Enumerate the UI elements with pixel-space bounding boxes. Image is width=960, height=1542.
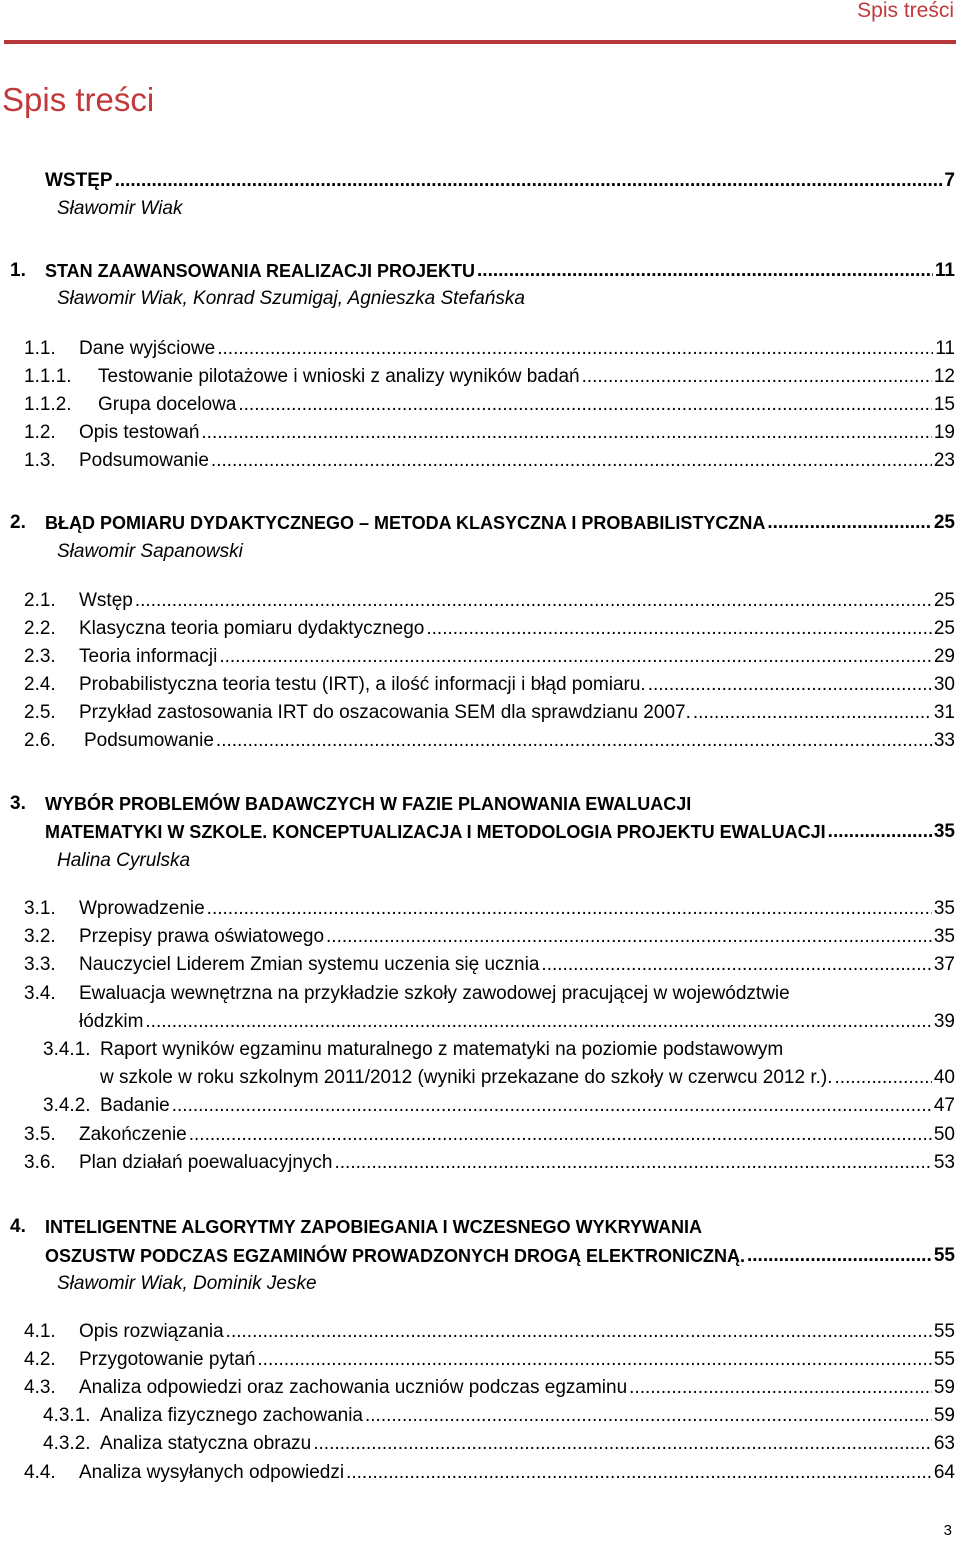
toc-entry-title: Podsumowanie — [84, 730, 214, 751]
toc-leader-dots — [582, 364, 932, 390]
toc-entry-number: 2.2. — [24, 618, 56, 639]
toc-entry-number: 3.3. — [24, 954, 56, 975]
toc-leader-dots — [313, 1431, 932, 1457]
toc-entry-number: 4.2. — [24, 1349, 56, 1370]
toc-entry-2-2[interactable] — [24, 616, 955, 642]
toc-entry-title: Opis testowań — [79, 422, 200, 443]
toc-leader-dots — [115, 168, 943, 194]
toc-entry-4-3[interactable] — [24, 1375, 955, 1401]
toc-leader-dots — [201, 420, 931, 446]
toc-entry-number: 3.5. — [24, 1124, 56, 1145]
toc-chapter-4[interactable] — [45, 1243, 955, 1269]
toc-entry-title: w szkole w roku szkolnym 2011/2012 (wyniki przekazane do szkoły w czerwcu 2012 r.). — [100, 1067, 833, 1088]
toc-entry-title: Przepisy prawa oświatowego — [79, 926, 325, 947]
toc-entry-title: Grupa docelowa — [98, 394, 237, 415]
toc-leader-dots — [257, 1347, 931, 1373]
toc-leader-dots — [135, 588, 932, 614]
toc-entry-page: 55 — [933, 1321, 955, 1342]
toc-leader-dots — [747, 1243, 932, 1269]
toc-entry-title: Wstęp — [79, 590, 133, 611]
toc-entry-title: Podsumowanie — [79, 450, 209, 471]
toc-entry-1-1[interactable] — [24, 336, 955, 362]
toc-entry-title: Opis rozwiązania — [79, 1321, 224, 1342]
toc-entry-page: 50 — [933, 1124, 955, 1145]
toc-entry-number: 2.4. — [24, 674, 56, 695]
toc-entry-3-3[interactable] — [24, 952, 955, 978]
toc-entry-page: 15 — [933, 394, 955, 415]
toc-entry-title: Analiza wysyłanych odpowiedzi — [79, 1462, 345, 1483]
toc-entry-title: Analiza statyczna obrazu — [100, 1433, 312, 1454]
toc-leader-dots — [226, 1319, 932, 1345]
toc-leader-dots — [238, 392, 931, 418]
toc-leader-dots — [216, 728, 932, 754]
toc-entry-page: 59 — [933, 1405, 955, 1426]
toc-entry-title: Plan działań poewaluacyjnych — [79, 1152, 333, 1173]
toc-entry-page: 64 — [933, 1462, 955, 1483]
chapter-author: Sławomir Sapanowski — [57, 541, 243, 562]
toc-entry-3-5[interactable] — [24, 1122, 955, 1148]
toc-leader-dots — [835, 1065, 932, 1091]
toc-entry-number: 1.1.2. — [24, 394, 72, 415]
toc-entry-number: 2.1. — [24, 590, 56, 611]
toc-entry-page: 25 — [933, 590, 955, 611]
toc-entry-3-1[interactable] — [24, 896, 955, 922]
toc-entry-title: BŁĄD POMIARU DYDAKTYCZNEGO – METODA KLASYCZNA I PROBABILISTYCZNA — [45, 513, 766, 533]
toc-entry-number: 1.3. — [24, 450, 56, 471]
toc-entry-page: 30 — [933, 674, 955, 695]
toc-entry-page: 29 — [933, 646, 955, 667]
toc-leader-dots — [207, 896, 932, 922]
toc-leader-dots — [693, 700, 932, 726]
toc-entry-title: Testowanie pilotażowe i wnioski z analizy wyników badań — [98, 366, 580, 387]
toc-entry-title: Analiza odpowiedzi oraz zachowania uczniów podczas egzaminu — [79, 1377, 628, 1398]
toc-entry-page: 11 — [934, 260, 955, 281]
toc-entry-page: 31 — [933, 702, 955, 723]
toc-entry-page: 59 — [933, 1377, 955, 1398]
page-number: 3 — [943, 1522, 952, 1539]
toc-chapter-3-number: 3. — [10, 793, 26, 814]
toc-leader-dots — [172, 1093, 932, 1119]
toc-entry-page: 40 — [933, 1067, 955, 1088]
toc-entry-number: 3.1. — [24, 898, 56, 919]
toc-entry-3-4[interactable] — [79, 1009, 955, 1035]
toc-leader-dots — [477, 258, 933, 284]
toc-entry-title: Nauczyciel Liderem Zmian systemu uczenia się ucznia — [79, 954, 540, 975]
toc-entry-number: 3.2. — [24, 926, 56, 947]
toc-entry-number: 3.4. — [24, 983, 56, 1004]
toc-entry-page: 19 — [933, 422, 955, 443]
toc-entry-3-4-1-title-line1[interactable]: Raport wyników egzaminu maturalnego z matematyki na poziomie podstawowym — [100, 1039, 784, 1060]
toc-entry-number: 2. — [10, 512, 26, 533]
toc-entry-number: 4.4. — [24, 1462, 56, 1483]
chapter-author: Sławomir Wiak, Dominik Jeske — [57, 1273, 317, 1294]
toc-entry-1-1-1[interactable] — [24, 364, 955, 390]
toc-entry-4-1[interactable] — [24, 1319, 955, 1345]
toc-entry-title: Teoria informacji — [79, 646, 218, 667]
toc-entry-3-4-2[interactable] — [43, 1093, 955, 1119]
toc-entry-page: 35 — [933, 898, 955, 919]
toc-entry-page: 11 — [935, 338, 955, 359]
toc-entry-title: OSZUSTW PODCZAS EGZAMINÓW PROWADZONYCH DROGĄ ELEKTRONICZNĄ. — [45, 1246, 745, 1266]
toc-entry-title: Dane wyjściowe — [79, 338, 216, 359]
toc-leader-dots — [426, 616, 932, 642]
toc-leader-dots — [629, 1375, 932, 1401]
toc-entry-page: 25 — [933, 618, 955, 639]
toc-entry-2-6[interactable] — [24, 728, 955, 754]
toc-leader-dots — [326, 924, 932, 950]
toc-entry-title: Przykład zastosowania IRT do oszacowania SEM dla sprawdzianu 2007. — [79, 702, 691, 723]
toc-entry-title: WSTĘP — [45, 170, 113, 191]
toc-leader-dots — [145, 1009, 931, 1035]
running-header: Spis treści — [857, 0, 954, 22]
toc-entry-title: Wprowadzenie — [79, 898, 205, 919]
toc-entry-wstep[interactable] — [45, 168, 955, 194]
toc-entry-title: Probabilistyczna teoria testu (IRT), a ilość informacji i błąd pomiaru. — [79, 674, 646, 695]
toc-entry-2-5[interactable] — [24, 700, 955, 726]
toc-entry-1-2[interactable] — [24, 420, 955, 446]
toc-entry-page: 7 — [944, 170, 955, 191]
toc-chapter-1[interactable] — [10, 258, 955, 284]
toc-entry-title: Przygotowanie pytań — [79, 1349, 256, 1370]
toc-entry-page: 35 — [933, 926, 955, 947]
toc-entry-title: Zakończenie — [79, 1124, 187, 1145]
header-rule — [4, 40, 956, 44]
toc-entry-title: Badanie — [100, 1095, 170, 1116]
toc-entry-title: STAN ZAAWANSOWANIA REALIZACJI PROJEKTU — [45, 261, 476, 281]
toc-entry-page: 12 — [933, 366, 955, 387]
toc-leader-dots — [648, 672, 932, 698]
toc-entry-page: 33 — [933, 730, 955, 751]
toc-leader-dots — [189, 1122, 932, 1148]
toc-entry-number: 1.2. — [24, 422, 56, 443]
toc-entry-1-1-2[interactable] — [24, 392, 955, 418]
toc-entry-number: 1.1.1. — [24, 366, 72, 387]
toc-entry-page: 53 — [933, 1152, 955, 1173]
chapter-author: Sławomir Wiak, Konrad Szumigaj, Agnieszka Stefańska — [57, 288, 525, 309]
toc-leader-dots — [767, 510, 932, 536]
toc-chapter-4-number: 4. — [10, 1216, 26, 1237]
toc-chapter-4-title-line1[interactable]: INTELIGENTNE ALGORYTMY ZAPOBIEGANIA I WCZESNEGO WYKRYWANIA — [45, 1217, 703, 1237]
toc-entry-4-3-1[interactable] — [43, 1403, 955, 1429]
toc-entry-page: 55 — [933, 1245, 955, 1266]
toc-entry-page: 47 — [933, 1095, 955, 1116]
toc-entry-page: 39 — [933, 1011, 955, 1032]
toc-leader-dots — [365, 1403, 932, 1429]
toc-entry-number: 1. — [10, 260, 26, 281]
toc-leader-dots — [211, 448, 932, 474]
toc-entry-4-2[interactable] — [24, 1347, 955, 1373]
toc-entry-number: 3.4.1. — [43, 1039, 91, 1060]
toc-entry-page: 25 — [933, 512, 955, 533]
chapter-author: Halina Cyrulska — [57, 850, 191, 871]
toc-entry-2-1[interactable] — [24, 588, 955, 614]
toc-leader-dots — [346, 1460, 932, 1486]
toc-leader-dots — [217, 336, 933, 362]
toc-leader-dots — [219, 644, 932, 670]
toc-leader-dots — [828, 819, 932, 845]
toc-leader-dots — [335, 1150, 932, 1176]
toc-entry-number: 4.3.2. — [43, 1433, 91, 1454]
toc-entry-number: 2.6. — [24, 730, 56, 751]
toc-entry-number: 4.3.1. — [43, 1405, 91, 1426]
toc-entry-3-2[interactable] — [24, 924, 955, 950]
toc-entry-title: Analiza fizycznego zachowania — [100, 1405, 363, 1426]
toc-entry-4-4[interactable] — [24, 1460, 955, 1486]
toc-entry-number: 2.3. — [24, 646, 56, 667]
toc-chapter-3-title-line1[interactable]: WYBÓR PROBLEMÓW BADAWCZYCH W FAZIE PLANOWANIA EWALUACJI — [45, 794, 692, 814]
toc-entry-page: 35 — [933, 821, 955, 842]
toc-entry-number: 2.5. — [24, 702, 56, 723]
toc-entry-number: 4.1. — [24, 1321, 56, 1342]
page-title: Spis treści — [2, 81, 155, 118]
toc-leader-dots — [541, 952, 931, 978]
toc-entry-2-3[interactable] — [24, 644, 955, 670]
toc-entry-3-4-1[interactable] — [100, 1065, 955, 1091]
toc-chapter-3[interactable] — [45, 819, 955, 845]
toc-entry-4-3-2[interactable] — [43, 1431, 955, 1457]
toc-entry-page: 37 — [933, 954, 955, 975]
toc-entry-number: 4.3. — [24, 1377, 56, 1398]
toc-entry-title: łódzkim — [79, 1011, 144, 1032]
toc-entry-page: 23 — [933, 450, 955, 471]
toc-chapter-2[interactable] — [10, 510, 955, 536]
chapter-author: Sławomir Wiak — [57, 198, 183, 219]
toc-entry-title: Klasyczna teoria pomiaru dydaktycznego — [79, 618, 425, 639]
toc-entry-1-3[interactable] — [24, 448, 955, 474]
toc-entry-3-6[interactable] — [24, 1150, 955, 1176]
toc-entry-page: 55 — [933, 1349, 955, 1370]
toc-entry-3-4-title-line1[interactable]: Ewaluacja wewnętrzna na przykładzie szkoły zawodowej pracującej w województwie — [79, 983, 790, 1004]
toc-entry-number: 3.6. — [24, 1152, 56, 1173]
toc-entry-page: 63 — [933, 1433, 955, 1454]
toc-entry-2-4[interactable] — [24, 672, 955, 698]
toc-entry-title: MATEMATYKI W SZKOLE. KONCEPTUALIZACJA I METODOLOGIA PROJEKTU EWALUACJI — [45, 822, 826, 842]
toc-entry-number: 1.1. — [24, 338, 56, 359]
toc-entry-number: 3.4.2. — [43, 1095, 91, 1116]
